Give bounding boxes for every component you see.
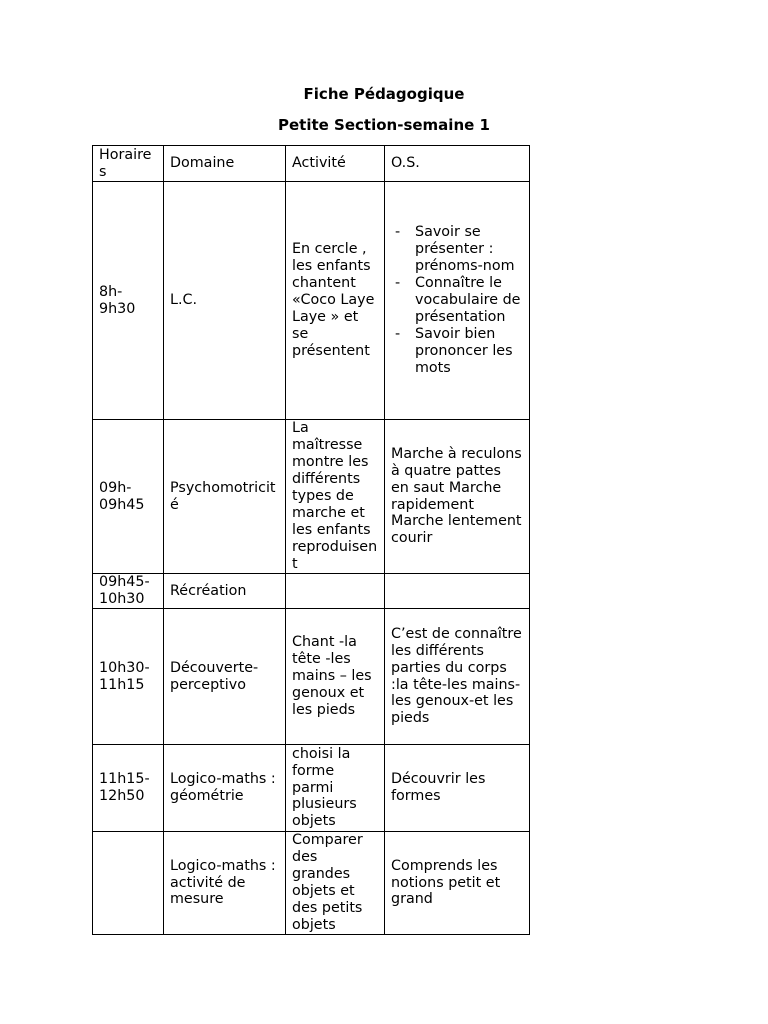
cell-horaire: 09h45-10h30 — [93, 574, 164, 609]
cell-domaine: Récréation — [164, 574, 286, 609]
cell-domaine: Logico-maths : activité de mesure — [164, 832, 286, 935]
cell-horaire: 8h-9h30 — [93, 182, 164, 420]
table-row — [93, 420, 530, 574]
table-row — [93, 574, 530, 609]
cell-domaine: Découverte-perceptivo — [164, 609, 286, 745]
document-title: Fiche Pédagogique — [303, 85, 465, 103]
cell-activite — [286, 574, 385, 609]
os-list-item: - Savoir bien prononcer les mots — [415, 326, 523, 377]
cell-activite: choisi la forme parmi plusieurs objets — [286, 745, 385, 832]
header-os: O.S. — [385, 146, 530, 182]
table-row — [93, 609, 530, 745]
cell-os — [385, 182, 530, 420]
cell-os: Marche à reculons à quatre pattes en saut Marche rapidement Marche lentement courir — [385, 420, 530, 574]
cell-domaine: Psychomotricité — [164, 420, 286, 574]
os-list — [391, 224, 523, 376]
cell-domaine: L.C. — [164, 182, 286, 420]
schedule-table — [92, 145, 530, 935]
header-activite: Activité — [286, 146, 385, 182]
table-row — [93, 745, 530, 832]
cell-horaire — [93, 832, 164, 935]
table-row — [93, 182, 530, 420]
cell-horaire: 11h15-12h50 — [93, 745, 164, 832]
cell-domaine: Logico-maths : géométrie — [164, 745, 286, 832]
os-list-item: - Connaître le vocabulaire de présentation — [415, 275, 523, 326]
cell-activite: Comparer des grandes objets et des petits objets — [286, 832, 385, 935]
os-list-item: - Savoir se présenter : prénoms-nom — [415, 224, 523, 275]
table-header-row — [93, 146, 530, 182]
cell-os: Découvrir les formes — [385, 745, 530, 832]
cell-os: Comprends les notions petit et grand — [385, 832, 530, 935]
document-subtitle: Petite Section-semaine 1 — [278, 116, 490, 134]
cell-os — [385, 574, 530, 609]
cell-os: C’est de connaître les différents parties du corps :la tête-les mains-les genoux-et les pieds — [385, 609, 530, 745]
cell-activite: La maîtresse montre les différents types de marche et les enfants reproduisent — [286, 420, 385, 574]
cell-activite: Chant -la tête -les mains – les genoux et les pieds — [286, 609, 385, 745]
header-horaires: Horaires — [93, 146, 164, 182]
table-row — [93, 832, 530, 935]
header-domaine: Domaine — [164, 146, 286, 182]
cell-activite: En cercle , les enfants chantent «Coco Laye Laye » et se présentent — [286, 182, 385, 420]
cell-horaire: 10h30-11h15 — [93, 609, 164, 745]
cell-horaire: 09h-09h45 — [93, 420, 164, 574]
